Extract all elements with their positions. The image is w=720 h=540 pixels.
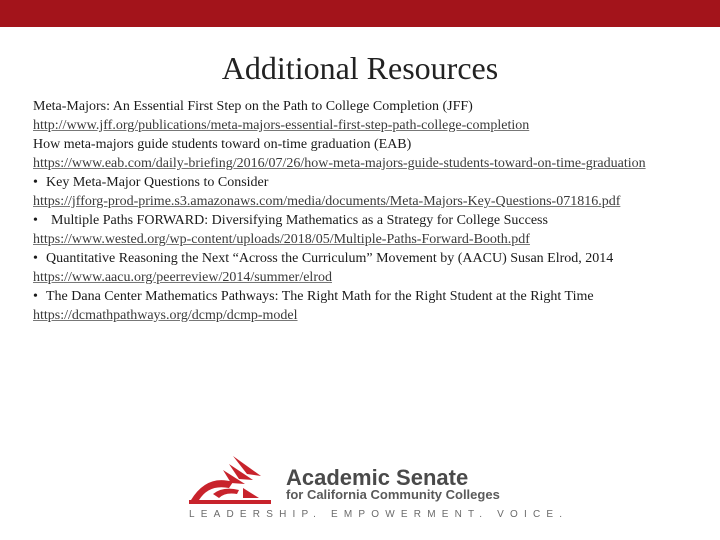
top-accent-bar	[0, 0, 720, 27]
resource-link[interactable]: http://www.jff.org/publications/meta-majors-essential-first-step-path-college-completion	[33, 118, 530, 133]
bullet-dot: •	[33, 175, 38, 190]
resource-title: Meta-Majors: An Essential First Step on the Path to College Completion (JFF)	[33, 99, 473, 114]
resource-bullet-item	[33, 287, 693, 306]
bullet-dot: •	[33, 213, 38, 228]
logo-tagline: LEADERSHIP. EMPOWERMENT. VOICE.	[189, 509, 569, 520]
resource-bullet-item	[33, 249, 693, 268]
resource-link[interactable]: https://www.wested.org/wp-content/uploads/2018/05/Multiple-Paths-Forward-Booth.pdf	[33, 232, 530, 247]
resource-title: Quantitative Reasoning the Next “Across the Curriculum” Movement by (AACU) Susan Elrod, 2014	[46, 251, 614, 266]
academic-senate-logo	[183, 450, 569, 525]
resource-title: Key Meta-Major Questions to Consider	[46, 175, 269, 190]
resource-link[interactable]: https://www.aacu.org/peerreview/2014/summer/elrod	[33, 270, 332, 285]
capitol-dome-logo-icon	[183, 450, 275, 506]
bullet-dot: •	[33, 289, 38, 304]
slide-title: Additional Resources	[221, 50, 499, 86]
resource-title: Multiple Paths FORWARD: Diversifying Mathematics as a Strategy for College Success	[51, 213, 548, 228]
resource-title: The Dana Center Mathematics Pathways: The Right Math for the Right Student at the Right Time	[46, 289, 594, 304]
bullet-dot: •	[33, 251, 38, 266]
resource-link[interactable]: https://dcmathpathways.org/dcmp/dcmp-model	[33, 308, 298, 323]
resource-list	[33, 97, 693, 325]
resource-title: How meta-majors guide students toward on-time graduation (EAB)	[33, 137, 412, 152]
resource-link[interactable]: https://www.eab.com/daily-briefing/2016/07/26/how-meta-majors-guide-students-toward-on-time-graduation	[33, 156, 646, 171]
resource-bullet-item	[33, 173, 693, 192]
logo-subtitle: for California Community Colleges	[286, 487, 500, 502]
logo-name: Academic Senate	[286, 465, 469, 490]
resource-bullet-item	[33, 211, 693, 230]
resource-link[interactable]: https://jfforg-prod-prime.s3.amazonaws.com/media/documents/Meta-Majors-Key-Questions-071816.pdf	[33, 194, 621, 209]
